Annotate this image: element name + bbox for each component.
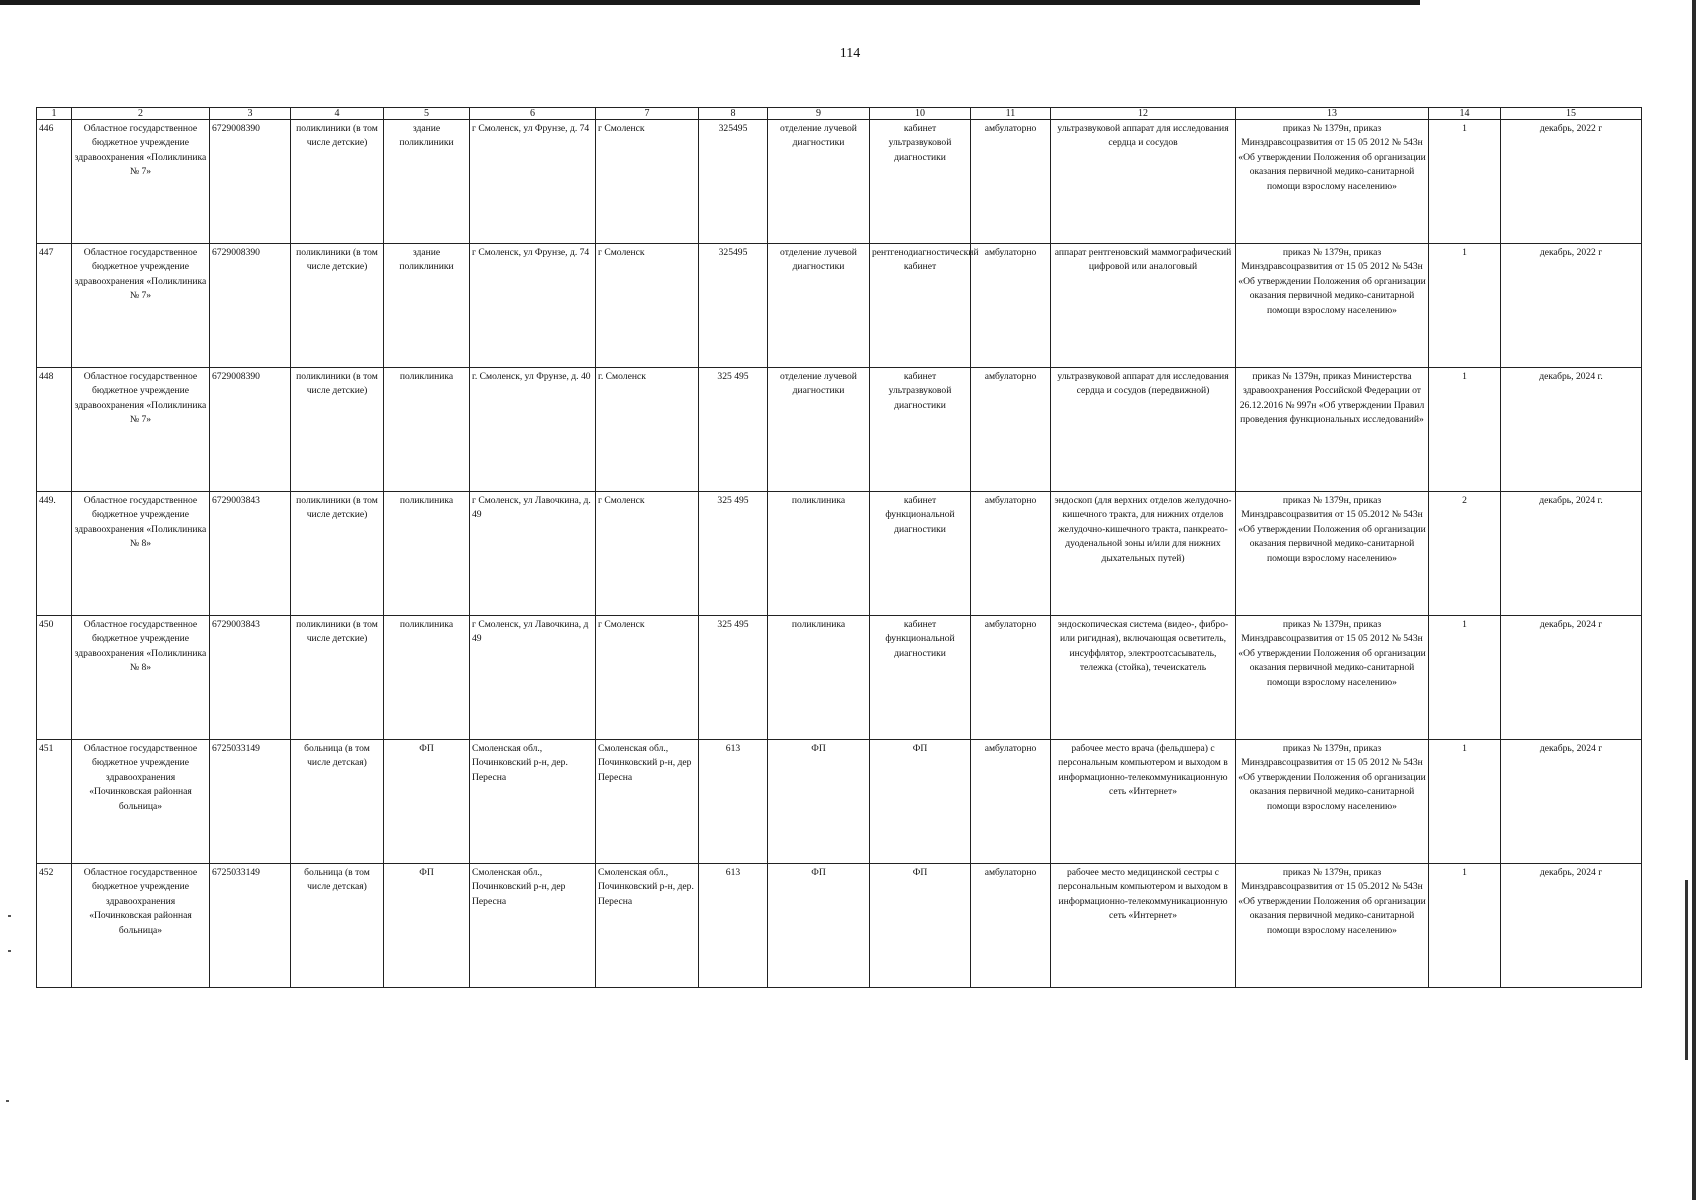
table-row (37, 120, 1642, 244)
inn-cell: 6729008390 (210, 244, 291, 368)
equipment-cell: эндоскоп (для верхних отделов желудочно-кишечного тракта, для нижних отделов желудочно-кишечного тракта, панкреато-дуоденальной зоны и/или для нижних дыхательных путей) (1051, 492, 1236, 616)
deadline-cell: декабрь, 2024 г. (1501, 368, 1642, 492)
address-cell: г Смоленск, ул Фрунзе, д. 74 (470, 244, 596, 368)
building-cell: здание поликлиники (384, 120, 470, 244)
care-form-cell: амбулаторно (971, 740, 1051, 864)
address-cell: г Смоленск, ул Фрунзе, д. 74 (470, 120, 596, 244)
facility-type-cell: поликлиники (в том числе детские) (291, 492, 384, 616)
population-cell: 325 495 (699, 368, 768, 492)
population-cell: 325495 (699, 120, 768, 244)
building-cell: поликлиника (384, 492, 470, 616)
page-number: 114 (839, 46, 861, 61)
column-number-cell: 14 (1429, 108, 1501, 120)
row-number-cell: 446 (37, 120, 72, 244)
table-row (37, 244, 1642, 368)
care-form-cell: амбулаторно (971, 616, 1051, 740)
regulation-cell: приказ № 1379н, приказ Минздравсоцразвития от 15 05 2012 № 543н «Об утверждении Положения об организации оказания первичной медико-санитарной помощи взрослому населению» (1236, 120, 1429, 244)
margin-mark (8, 950, 11, 952)
locality-cell: г. Смоленск (596, 368, 699, 492)
building-cell: здание поликлиники (384, 244, 470, 368)
row-number-cell: 451 (37, 740, 72, 864)
regulation-cell: приказ № 1379н, приказ Минздравсоцразвития от 15 05 2012 № 543н «Об утверждении Положения об организации оказания первичной медико-санитарной помощи взрослому населению» (1236, 740, 1429, 864)
equipment-cell: ультразвуковой аппарат для исследования сердца и сосудов (1051, 120, 1236, 244)
care-form-cell: амбулаторно (971, 864, 1051, 988)
equipment-cell: рабочее место медицинской сестры с персональным компьютером и выходом в информационно-телекоммуникационную сеть «Интернет» (1051, 864, 1236, 988)
column-number-cell: 3 (210, 108, 291, 120)
column-number-cell: 10 (870, 108, 971, 120)
inn-cell: 6729008390 (210, 368, 291, 492)
deadline-cell: декабрь, 2024 г (1501, 864, 1642, 988)
inn-cell: 6725033149 (210, 864, 291, 988)
room-cell: кабинет ультразвуковой диагностики (870, 368, 971, 492)
room-cell: рентгенодиагностический кабинет (870, 244, 971, 368)
column-number-cell: 15 (1501, 108, 1642, 120)
address-cell: г Смоленск, ул Лавочкина, д. 49 (470, 492, 596, 616)
table-row (37, 616, 1642, 740)
building-cell: ФП (384, 864, 470, 988)
regulation-cell: приказ № 1379н, приказ Минздравсоцразвития от 15 05 2012 № 543н «Об утверждении Положения об организации оказания первичной медико-санитарной помощи взрослому населению» (1236, 616, 1429, 740)
address-cell: г Смоленск, ул Лавочкина, д 49 (470, 616, 596, 740)
column-number-cell: 12 (1051, 108, 1236, 120)
column-number-cell: 5 (384, 108, 470, 120)
quantity-cell: 1 (1429, 616, 1501, 740)
address-cell: Смоленская обл., Починковский р-н, дер. Пересна (470, 740, 596, 864)
organization-cell: Областное государственное бюджетное учреждение здравоохранения «Починковская районная больница» (72, 740, 210, 864)
quantity-cell: 2 (1429, 492, 1501, 616)
deadline-cell: декабрь, 2022 г (1501, 120, 1642, 244)
table-row (37, 864, 1642, 988)
column-number-cell: 1 (37, 108, 72, 120)
facility-type-cell: больница (в том числе детская) (291, 740, 384, 864)
column-number-cell: 11 (971, 108, 1051, 120)
room-cell: кабинет ультразвуковой диагностики (870, 120, 971, 244)
department-cell: поликлиника (768, 616, 870, 740)
row-number-cell: 448 (37, 368, 72, 492)
inn-cell: 6729003843 (210, 616, 291, 740)
quantity-cell: 1 (1429, 740, 1501, 864)
locality-cell: г Смоленск (596, 616, 699, 740)
row-number-cell: 447 (37, 244, 72, 368)
population-cell: 325495 (699, 244, 768, 368)
equipment-register-table (36, 107, 1642, 988)
equipment-cell: ультразвуковой аппарат для исследования сердца и сосудов (передвижной) (1051, 368, 1236, 492)
scan-right-edge-mark (1685, 880, 1688, 1060)
column-number-row (37, 108, 1642, 120)
facility-type-cell: больница (в том числе детская) (291, 864, 384, 988)
equipment-cell: эндоскопическая система (видео-, фибро- или ригидная), включающая осветитель, инсуффлятор, электроотсасыватель, тележка (стойка), течеискатель (1051, 616, 1236, 740)
regulation-cell: приказ № 1379н, приказ Минздравсоцразвития от 15 05 2012 № 543н «Об утверждении Положения об организации оказания первичной медико-санитарной помощи взрослому населению» (1236, 244, 1429, 368)
department-cell: поликлиника (768, 492, 870, 616)
regulation-cell: приказ № 1379н, приказ Минздравсоцразвития от 15 05.2012 № 543н «Об утверждении Положения об организации оказания первичной медико-санитарной помощи взрослому населению» (1236, 492, 1429, 616)
address-cell: Смоленская обл., Починковский р-н, дер Пересна (470, 864, 596, 988)
building-cell: ФП (384, 740, 470, 864)
facility-type-cell: поликлиники (в том числе детские) (291, 368, 384, 492)
locality-cell: Смоленская обл., Починковский р-н, дер. Пересна (596, 864, 699, 988)
population-cell: 325 495 (699, 492, 768, 616)
department-cell: ФП (768, 740, 870, 864)
inn-cell: 6729008390 (210, 120, 291, 244)
deadline-cell: декабрь, 2024 г. (1501, 492, 1642, 616)
quantity-cell: 1 (1429, 368, 1501, 492)
column-number-cell: 13 (1236, 108, 1429, 120)
population-cell: 613 (699, 864, 768, 988)
row-number-cell: 450 (37, 616, 72, 740)
organization-cell: Областное государственное бюджетное учреждение здравоохранения «Поликлиника № 7» (72, 120, 210, 244)
address-cell: г. Смоленск, ул Фрунзе, д. 40 (470, 368, 596, 492)
organization-cell: Областное государственное бюджетное учреждение здравоохранения «Починковская районная больница» (72, 864, 210, 988)
department-cell: отделение лучевой диагностики (768, 244, 870, 368)
care-form-cell: амбулаторно (971, 244, 1051, 368)
population-cell: 613 (699, 740, 768, 864)
locality-cell: Смоленская обл., Починковский р-н, дер Пересна (596, 740, 699, 864)
quantity-cell: 1 (1429, 120, 1501, 244)
room-cell: кабинет функциональной диагностики (870, 492, 971, 616)
organization-cell: Областное государственное бюджетное учреждение здравоохранения «Поликлиника № 7» (72, 244, 210, 368)
organization-cell: Областное государственное бюджетное учреждение здравоохранения «Поликлиника № 8» (72, 492, 210, 616)
care-form-cell: амбулаторно (971, 368, 1051, 492)
room-cell: кабинет функциональной диагностики (870, 616, 971, 740)
department-cell: ФП (768, 864, 870, 988)
locality-cell: г Смоленск (596, 492, 699, 616)
inn-cell: 6725033149 (210, 740, 291, 864)
facility-type-cell: поликлиники (в том числе детские) (291, 616, 384, 740)
department-cell: отделение лучевой диагностики (768, 120, 870, 244)
column-number-cell: 4 (291, 108, 384, 120)
department-cell: отделение лучевой диагностики (768, 368, 870, 492)
care-form-cell: амбулаторно (971, 120, 1051, 244)
organization-cell: Областное государственное бюджетное учреждение здравоохранения «Поликлиника № 8» (72, 616, 210, 740)
locality-cell: г Смоленск (596, 244, 699, 368)
column-number-cell: 7 (596, 108, 699, 120)
facility-type-cell: поликлиники (в том числе детские) (291, 244, 384, 368)
equipment-cell: рабочее место врача (фельдшера) с персональным компьютером и выходом в информационно-телекоммуникационную сеть «Интернет» (1051, 740, 1236, 864)
column-number-cell: 2 (72, 108, 210, 120)
organization-cell: Областное государственное бюджетное учреждение здравоохранения «Поликлиника № 7» (72, 368, 210, 492)
care-form-cell: амбулаторно (971, 492, 1051, 616)
population-cell: 325 495 (699, 616, 768, 740)
margin-mark (8, 915, 11, 917)
row-number-cell: 452 (37, 864, 72, 988)
building-cell: поликлиника (384, 616, 470, 740)
deadline-cell: декабрь, 2022 г (1501, 244, 1642, 368)
table-row (37, 740, 1642, 864)
room-cell: ФП (870, 740, 971, 864)
equipment-cell: аппарат рентгеновский маммографический цифровой или аналоговый (1051, 244, 1236, 368)
scan-right-edge (1692, 0, 1696, 1200)
deadline-cell: декабрь, 2024 г (1501, 740, 1642, 864)
column-number-cell: 6 (470, 108, 596, 120)
building-cell: поликлиника (384, 368, 470, 492)
column-number-cell: 9 (768, 108, 870, 120)
row-number-cell: 449. (37, 492, 72, 616)
table-row (37, 492, 1642, 616)
table-row (37, 368, 1642, 492)
inn-cell: 6729003843 (210, 492, 291, 616)
scan-top-edge (0, 0, 1420, 5)
locality-cell: г Смоленск (596, 120, 699, 244)
column-number-cell: 8 (699, 108, 768, 120)
margin-mark (6, 1100, 9, 1102)
regulation-cell: приказ № 1379н, приказ Министерства здравоохранения Российской Федерации от 26.12.2016 № 997н «Об утверждении Правил проведения функциональных исследований» (1236, 368, 1429, 492)
room-cell: ФП (870, 864, 971, 988)
quantity-cell: 1 (1429, 864, 1501, 988)
regulation-cell: приказ № 1379н, приказ Минздравсоцразвития от 15 05.2012 № 543н «Об утверждении Положения об организации оказания первичной медико-санитарной помощи взрослому населению» (1236, 864, 1429, 988)
deadline-cell: декабрь, 2024 г (1501, 616, 1642, 740)
quantity-cell: 1 (1429, 244, 1501, 368)
facility-type-cell: поликлиники (в том числе детские) (291, 120, 384, 244)
